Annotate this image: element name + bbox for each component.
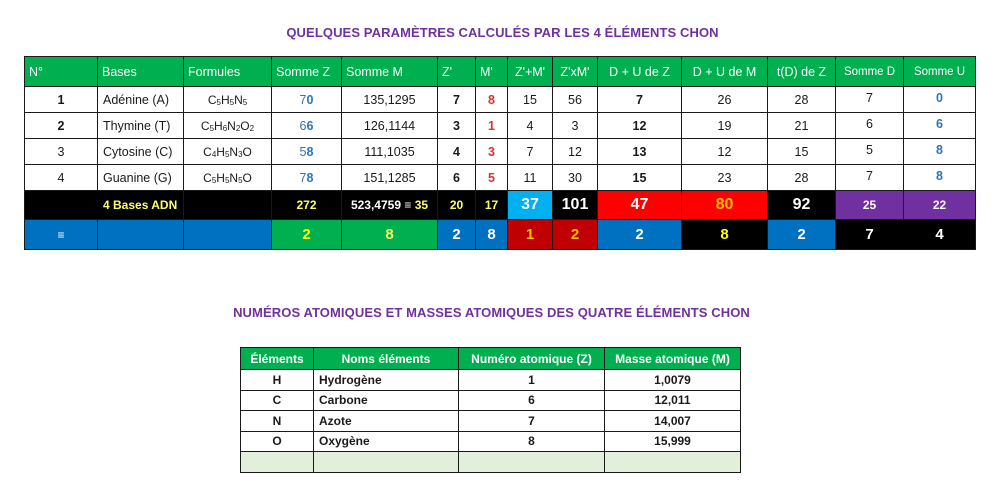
header-numero: Numéro atomique (Z) [459, 348, 605, 370]
table2-title: NUMÉROS ATOMIQUES ET MASSES ATOMIQUES DES QUATRE ÉLÉMENTS CHON [233, 305, 750, 320]
table-row [25, 139, 976, 165]
formula-element: C [203, 144, 212, 159]
row-number: 2 [25, 113, 98, 139]
mod-mp: 8 [476, 220, 508, 250]
header-formules: Formules [184, 57, 272, 87]
td-z: 28 [768, 87, 836, 113]
du-z: 15 [598, 165, 682, 191]
element-name: Carbone [314, 390, 459, 411]
header-td-z: t(D) de Z [768, 57, 836, 87]
formula-element: H [214, 118, 223, 133]
formula-element: H [220, 92, 230, 107]
mod-empty-2 [184, 220, 272, 250]
somme-z [272, 113, 342, 139]
table-row [241, 431, 741, 452]
header-du-z: D + U de Z [598, 57, 682, 87]
table1-title: QUELQUES PARAMÈTRES CALCULÉS PAR LES 4 ÉLÉMENTS CHON [286, 25, 719, 40]
mod-empty-1 [98, 220, 184, 250]
somme-m: 135,1295 [342, 87, 438, 113]
formula-element: O [242, 170, 252, 185]
z-times-m: 56 [553, 87, 598, 113]
header-row [25, 57, 976, 87]
formula-subscript: 5 [242, 97, 248, 107]
du-m: 23 [682, 165, 768, 191]
formula-element: N [227, 118, 236, 133]
row-number: 3 [25, 139, 98, 165]
m-prime: 3 [476, 139, 508, 165]
base-name: Adénine (A) [98, 87, 184, 113]
element-symbol: C [241, 390, 314, 411]
formula-element: H [216, 170, 225, 185]
element-symbol: N [241, 411, 314, 432]
formula-subscript: 6 [222, 123, 228, 133]
sum-du-m: 80 [682, 191, 768, 220]
mod-somme-u: 4 [904, 220, 976, 250]
somme-d: 7 [836, 165, 904, 191]
empty-cell [314, 452, 459, 473]
formula-element: N [229, 144, 239, 159]
mod-du-m: 8 [682, 220, 768, 250]
formula-element: N [234, 92, 243, 107]
somme-d: 6 [836, 113, 904, 139]
mod-zxm: 2 [553, 220, 598, 250]
mod-td-z: 2 [768, 220, 836, 250]
formula-element: C [203, 170, 212, 185]
header-somme-d: Somme D [836, 57, 904, 87]
z-prime: 3 [438, 113, 476, 139]
table-row [241, 390, 741, 411]
mod-du-z: 2 [598, 220, 682, 250]
header-z-plus-m: Z'+M' [508, 57, 553, 87]
header-n: N° [25, 57, 98, 87]
somme-u: 8 [904, 165, 976, 191]
somme-z-units: 8 [306, 170, 314, 185]
formula-subscript: 5 [216, 97, 221, 107]
empty-row [241, 452, 741, 473]
sum-somme-d: 25 [836, 191, 904, 220]
formula [184, 139, 272, 165]
td-z: 21 [768, 113, 836, 139]
z-prime: 6 [438, 165, 476, 191]
du-m: 26 [682, 87, 768, 113]
empty-cell [605, 452, 741, 473]
z-plus-m: 15 [508, 87, 553, 113]
formula [184, 113, 272, 139]
atomic-number: 1 [459, 370, 605, 391]
sum-somme-m-value: 523,4759 ≡ [350, 198, 415, 212]
sum-zp: 20 [438, 191, 476, 220]
formula-element: N [229, 170, 239, 185]
somme-z-units: 0 [306, 92, 314, 107]
row-number: 1 [25, 87, 98, 113]
z-times-m: 30 [553, 165, 598, 191]
du-z: 7 [598, 87, 682, 113]
formula-subscript: 2 [249, 123, 255, 133]
somme-z-tens: 5 [299, 144, 307, 159]
atomic-mass: 14,007 [605, 411, 741, 432]
somme-m: 111,1035 [342, 139, 438, 165]
header-bases: Bases [98, 57, 184, 87]
formula-subscript: 2 [235, 123, 241, 133]
sum-somme-z: 272 [272, 191, 342, 220]
header-somme-z: Somme Z [272, 57, 342, 87]
somme-z-tens: 6 [299, 118, 307, 133]
somme-u: 6 [904, 113, 976, 139]
somme-z-tens: 7 [299, 92, 307, 107]
formula-subscript: 5 [224, 175, 230, 185]
td-z: 28 [768, 165, 836, 191]
table-row [241, 411, 741, 432]
sum-label: 4 Bases ADN [25, 191, 184, 220]
formula-element: H [216, 144, 225, 159]
atomic-mass: 12,011 [605, 390, 741, 411]
formula-subscript: 5 [209, 123, 215, 133]
z-times-m: 12 [553, 139, 598, 165]
somme-z-units: 6 [306, 118, 314, 133]
formula-element: C [200, 118, 210, 133]
formula-subscript: 4 [211, 149, 217, 159]
formula-element: O [242, 144, 252, 159]
header-m-prime: M' [476, 57, 508, 87]
formula-element: C [207, 92, 217, 107]
atomic-number: 8 [459, 431, 605, 452]
sum-somme-m [342, 191, 438, 220]
mod-symbol: ≡ [25, 220, 98, 250]
formula-subscript: 5 [229, 97, 235, 107]
somme-u: 0 [904, 87, 976, 113]
parameters-table [24, 56, 976, 250]
mod-zp: 2 [438, 220, 476, 250]
base-name: Guanine (G) [98, 165, 184, 191]
m-prime: 5 [476, 165, 508, 191]
empty-cell [459, 452, 605, 473]
row-number: 4 [25, 165, 98, 191]
sum-row [25, 191, 976, 220]
somme-m: 126,1144 [342, 113, 438, 139]
base-name: Cytosine (C) [98, 139, 184, 165]
element-symbol: O [241, 431, 314, 452]
header-z-prime: Z' [438, 57, 476, 87]
header-noms: Noms éléments [314, 348, 459, 370]
formula-subscript: 5 [238, 175, 243, 185]
mod-somme-m: 8 [342, 220, 438, 250]
element-name: Azote [314, 411, 459, 432]
mod-somme-d: 7 [836, 220, 904, 250]
table-row [25, 165, 976, 191]
du-z: 13 [598, 139, 682, 165]
header-masse: Masse atomique (M) [605, 348, 741, 370]
somme-d: 5 [836, 139, 904, 165]
atomic-mass: 1,0079 [605, 370, 741, 391]
atomic-number: 7 [459, 411, 605, 432]
header-somme-m: Somme M [342, 57, 438, 87]
somme-z [272, 139, 342, 165]
base-name: Thymine (T) [98, 113, 184, 139]
formula [184, 87, 272, 113]
element-symbol: H [241, 370, 314, 391]
somme-z-units: 8 [306, 144, 314, 159]
header-elements: Éléments [241, 348, 314, 370]
somme-z [272, 165, 342, 191]
empty-cell [241, 452, 314, 473]
header-z-times-m: Z'xM' [553, 57, 598, 87]
sum-td-z: 92 [768, 191, 836, 220]
element-name: Hydrogène [314, 370, 459, 391]
z-plus-m: 4 [508, 113, 553, 139]
somme-z-tens: 7 [299, 170, 307, 185]
formula-subscript: 5 [211, 175, 217, 185]
element-name: Oxygène [314, 431, 459, 452]
atomic-number: 6 [459, 390, 605, 411]
modulo-row [25, 220, 976, 250]
somme-m: 151,1285 [342, 165, 438, 191]
formula [184, 165, 272, 191]
sum-somme-m-mod: 35 [414, 198, 429, 212]
sum-du-z: 47 [598, 191, 682, 220]
td-z: 15 [768, 139, 836, 165]
formula-subscript: 3 [238, 149, 243, 159]
header-du-m: D + U de M [682, 57, 768, 87]
header-somme-u: Somme U [904, 57, 976, 87]
somme-u: 8 [904, 139, 976, 165]
sum-zxm: 101 [553, 191, 598, 220]
somme-z [272, 87, 342, 113]
sum-zpmp: 37 [508, 191, 553, 220]
z-prime: 4 [438, 139, 476, 165]
sum-empty [184, 191, 272, 220]
z-prime: 7 [438, 87, 476, 113]
z-plus-m: 11 [508, 165, 553, 191]
table-row [25, 87, 976, 113]
du-m: 19 [682, 113, 768, 139]
elements-table [240, 347, 741, 473]
z-plus-m: 7 [508, 139, 553, 165]
sum-somme-u: 22 [904, 191, 976, 220]
m-prime: 1 [476, 113, 508, 139]
mod-somme-z: 2 [272, 220, 342, 250]
formula-subscript: 5 [224, 149, 230, 159]
sum-mp: 17 [476, 191, 508, 220]
du-z: 12 [598, 113, 682, 139]
formula-element: O [240, 118, 250, 133]
header-row [241, 348, 741, 370]
atomic-mass: 15,999 [605, 431, 741, 452]
somme-d: 7 [836, 87, 904, 113]
table-row [25, 113, 976, 139]
du-m: 12 [682, 139, 768, 165]
mod-zpmp: 1 [508, 220, 553, 250]
m-prime: 8 [476, 87, 508, 113]
table-row [241, 370, 741, 391]
z-times-m: 3 [553, 113, 598, 139]
